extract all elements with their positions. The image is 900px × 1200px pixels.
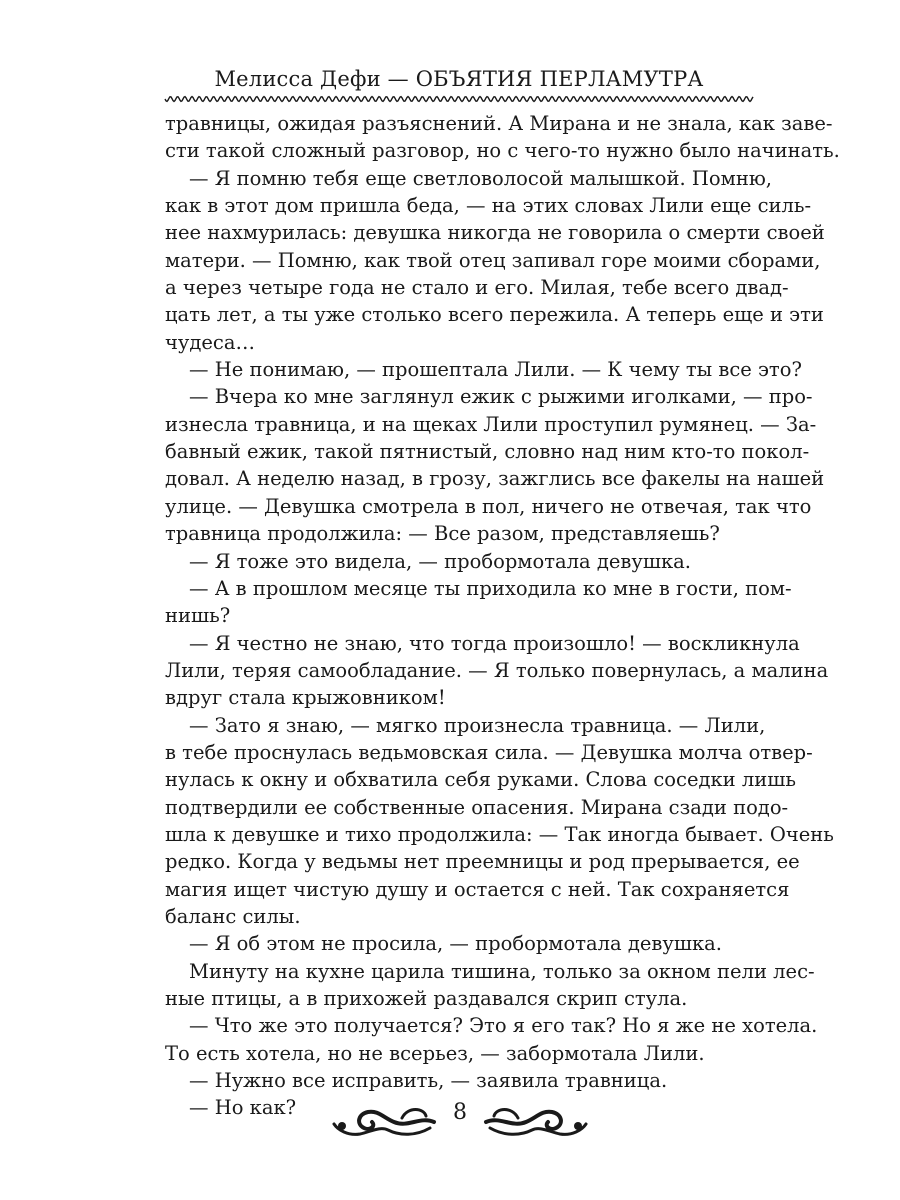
text-line: нишь? (165, 604, 231, 628)
page-footer-ornament (330, 1098, 590, 1154)
text-line: довал. А неделю назад, в грозу, зажглись все факелы на нашей (165, 467, 825, 491)
text-line: — Но как? (189, 1096, 297, 1120)
text-line: То есть хотела, но не всерьез, — забормотала Лили. (165, 1041, 705, 1065)
text-line: травницы, ожидая разъяснений. А Мирана и не знала, как заве- (165, 112, 833, 135)
text-line: как в этот дом пришла беда, — на этих словах Лили еще силь- (165, 194, 812, 218)
wavy-rule (165, 94, 753, 104)
text-line: ные птицы, а в прихожей раздавался скрип стула. (165, 987, 688, 1010)
text-line: — Я помню тебя еще светловолосой малышкой. Помню, (189, 166, 772, 190)
text-line: травница продолжила: — Все разом, представляешь? (165, 522, 720, 546)
text-line: — А в прошлом месяце ты приходила ко мне в гости, пом- (189, 576, 792, 600)
text-line: матери. — Помню, как твой отец запивал горе моими сборами, (165, 248, 821, 272)
text-line: нее нахмурилась: девушка никогда не говорила о смерти своей (165, 221, 825, 245)
text-line: Минуту на кухне царила тишина, только за окном пели лес- (189, 959, 815, 983)
text-line: в тебе проснулась ведьмовская сила. — Девушка молча отвер- (165, 740, 813, 764)
text-line: нулась к окну и обхватила себя руками. Слова соседки лишь (165, 768, 796, 792)
text-line: редко. Когда у ведьмы нет преемницы и род прерывается, ее (165, 850, 800, 874)
text-line: Лили, теряя самообладание. — Я только повернулась, а малина (165, 658, 829, 682)
text-line: бавный ежик, такой пятнистый, словно над ним кто-то покол- (165, 440, 810, 464)
text-line: улице. — Девушка смотрела в пол, ничего не отвечая, так что (165, 494, 812, 518)
text-line: — Вчера ко мне заглянул ежик с рыжими иголками, — про- (189, 385, 813, 409)
text-line: — Я честно не знаю, что тогда произошло! — воскликнула (189, 631, 800, 655)
running-head-title: Мелисса Дефи — ОБЪЯТИЯ ПЕРЛАМУТРА (214, 67, 704, 91)
text-line: вдруг стала крыжовником! (165, 686, 446, 710)
text-line: а через четыре года не стало и его. Милая, тебе всего двад- (165, 276, 789, 300)
text-line: — Не понимаю, — прошептала Лили. — К чему ты все это? (189, 358, 802, 382)
text-line: — Я тоже это видела, — пробормотала девушка. (189, 549, 691, 573)
text-line: магия ищет чистую душу и остается с ней. Так сохраняется (165, 877, 790, 901)
text-line: шла к девушке и тихо продолжила: — Так иногда бывает. Очень (165, 822, 834, 846)
text-line: сти такой сложный разговор, но с чего-то нужно было начинать. (165, 139, 840, 163)
text-line: подтвердили ее собственные опасения. Мирана сзади подо- (165, 795, 789, 819)
text-line: — Зато я знаю, — мягко произнесла травница. — Лили, (189, 713, 766, 737)
text-line: цать лет, а ты уже столько всего пережила. А теперь еще и эти (165, 303, 824, 327)
body-text (165, 110, 840, 1122)
text-line: изнесла травница, и на щеках Лили проступил румянец. — За- (165, 412, 817, 436)
text-line: баланс силы. (165, 904, 301, 928)
text-line: — Нужно все исправить, — заявила травница. (189, 1069, 668, 1093)
text-line: — Я об этом не просила, — пробормотала девушка. (189, 932, 722, 956)
page-number: 8 (453, 1100, 467, 1125)
text-line: чудеса… (165, 330, 255, 354)
text-line: — Что же это получается? Это я его так? Но я же не хотела. (189, 1014, 818, 1038)
